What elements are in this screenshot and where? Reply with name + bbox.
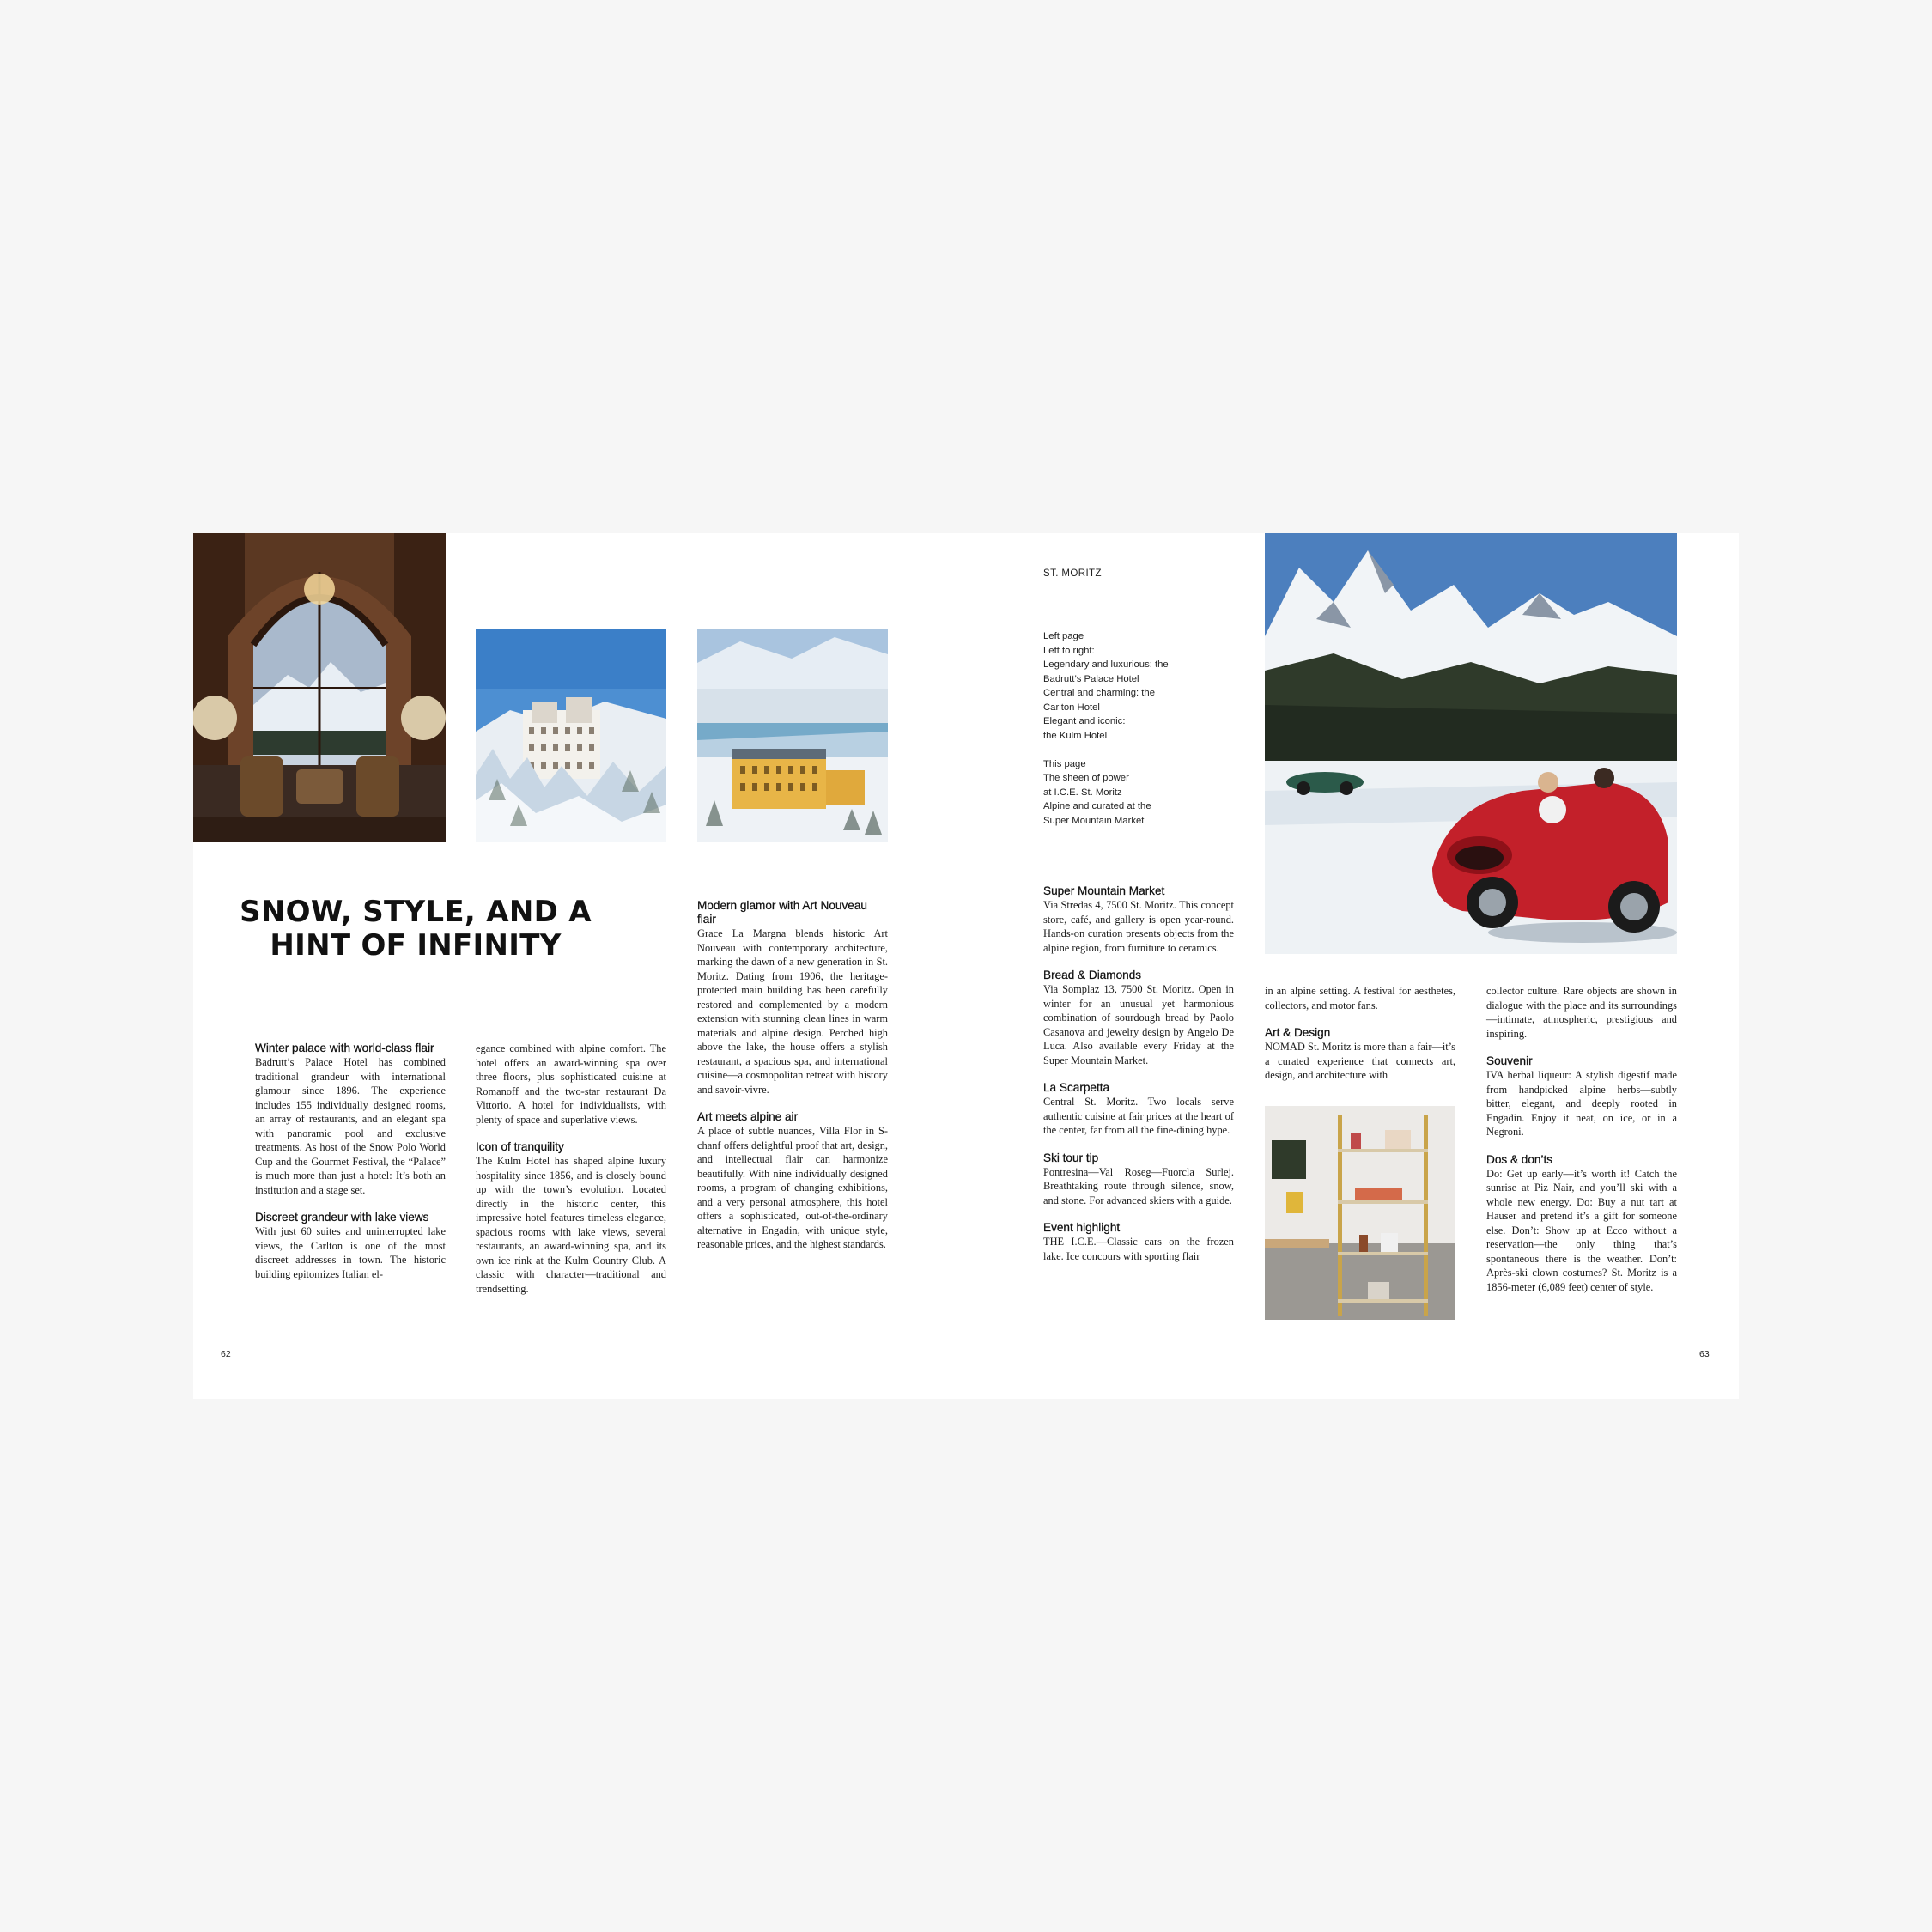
article-section [1486,984,1677,1041]
article-section [1265,984,1455,1012]
section-heading: Discreet grandeur with lake views [255,1211,429,1224]
section-heading: Super Mountain Market [1043,884,1165,897]
carlton-hotel-photo [476,629,666,842]
article-section [476,1140,666,1296]
article-section [255,1211,446,1281]
section-heading: Icon of tranquility [476,1140,564,1153]
article-section [476,1042,666,1127]
caption-line: The sheen of power [1043,773,1129,783]
concept-store-shelf-photo [1265,1106,1455,1320]
article-section [697,899,888,1097]
section-body: With just 60 suites and uninterrupted lake views, the Carlton is one of the most discreet addresses in town. The historic building epitomizes Italian el- [255,1225,446,1280]
section-body: NOMAD St. Moritz is more than a fair—it’s a curated experience that connects art, design, and architecture with [1265,1041,1455,1081]
caption-line [1043,743,1169,757]
section-heading: La Scarpetta [1043,1081,1110,1094]
article-section [1486,1153,1677,1295]
section-body: Via Stredas 4, 7500 St. Moritz. This concept store, café, and gallery is open year-round. Hands-on curation presents objects from the alpine region, from furniture to ceramics. [1043,899,1234,954]
article-section [1486,1054,1677,1139]
section-heading: Dos & don’ts [1486,1152,1553,1166]
section-body: egance combined with alpine comfort. The hotel offers an award-winning spa over three floors, plus sophisticated cuisine at Romanoff and the two-star restaurant Da Vittorio. A hotel for individualists, with plenty of space and superlative views. [476,1042,666,1126]
section-heading: Event highlight [1043,1221,1121,1234]
section-body: Via Somplaz 13, 7500 St. Moritz. Open in winter for an unusual yet harmonious combination of sourdough bread by Paolo Casanova and jewelry design by Angelo De Luca. Also available every Friday at the Super Mountain Market. [1043,983,1234,1066]
article-section [1043,1221,1234,1263]
section-heading: Bread & Diamonds [1043,969,1142,981]
article-section [1265,1026,1455,1083]
section-body: Central St. Moritz. Two locals serve authentic cuisine at fair prices at the heart of the center, far from all the fine-dining hype. [1043,1096,1234,1136]
caption-line: Super Mountain Market [1043,815,1145,826]
section-heading: Art & Design [1265,1026,1331,1039]
section-body: A place of subtle nuances, Villa Flor in S-chanf offers delightful proof that art, design, and intellectual flair can harmonize beautifully. With nine individually designed rooms, a program of changing exhibitions, and a very personal atmosphere, this hotel offers a sophisticated, out-of-the-ordinary alternative in Engadin, with unique style, reasonable prices, and the highest standards. [697,1125,888,1250]
caption-line: Elegant and iconic: [1043,716,1126,726]
section-body: in an alpine setting. A festival for aesthetes, collectors, and motor fans. [1265,985,1455,1012]
section-heading: Art meets alpine air [697,1110,799,1123]
right-column-2 [1265,984,1455,1097]
caption-line: Alpine and curated at the [1043,801,1151,811]
left-column-3 [697,899,888,1266]
caption-line: at I.C.E. St. Moritz [1043,787,1122,798]
caption-line: This page [1043,758,1086,769]
section-body: IVA herbal liqueur: A stylish digestif made from handpicked alpine herbs—subtly bitter, elegant, and deeply rooted in Engadin. Enjoy it neat, on ice, or in a Negroni. [1486,1069,1677,1138]
page-number-right: 63 [1699,1349,1710,1359]
kulm-hotel-photo [697,629,888,842]
section-kicker: ST. MORITZ [1043,568,1102,579]
caption-line: Badrutt’s Palace Hotel [1043,673,1139,684]
article-section [1043,969,1234,1067]
photo-captions [1043,629,1169,828]
caption-line: Carlton Hotel [1043,702,1100,713]
section-body: THE I.C.E.—Classic cars on the frozen lake. Ice concours with sporting flair [1043,1236,1234,1262]
classic-car-snow-race-photo [1265,533,1677,954]
caption-line: Legendary and luxurious: the [1043,659,1169,670]
right-column-3 [1486,984,1677,1308]
caption-line: the Kulm Hotel [1043,730,1108,741]
right-column-1 [1043,884,1234,1277]
article-section [255,1042,446,1197]
section-body: collector culture. Rare objects are shown in dialogue with the place and its surroundings—intimate, atmospheric, prestigious and inspiring. [1486,985,1677,1040]
section-body: Pontresina—Val Roseg—Fuorcla Surlej. Breathtaking route through silence, snow, and stone. For advanced skiers with a guide. [1043,1165,1234,1206]
left-column-2 [476,1042,666,1309]
article-section [1043,1081,1234,1138]
caption-line: Left page [1043,631,1084,641]
book-spread [193,533,1739,1399]
article-section [1043,1151,1234,1208]
article-section [1043,884,1234,955]
section-heading: Modern glamor with Art Nouveau flair [697,899,867,926]
section-body: Do: Get up early—it’s worth it! Catch the sunrise at Piz Nair, and you’ll ski with a whole new energy. Do: Buy a nut tart at Hauser and pretend it’s a gift for someone else. Don’t: Show up at Ecco without a reservation—the only thing that’s spontaneous there is the weather. Don’t: Après-ski clown costumes? St. Moritz is a 1856-meter (6,089 feet) center of style. [1486,1167,1677,1293]
article-section [697,1110,888,1252]
caption-line: Central and charming: the [1043,688,1155,698]
badrutts-palace-hotel-photo [193,533,446,842]
section-body: The Kulm Hotel has shaped alpine luxury hospitality since 1856, and is closely bound up with the town’s evolution. Located directly in the historic center, this impressive hotel features timeless elegance, spacious rooms with lake views, several restaurants, an award-winning spa, and its own ice rink at the Kulm Country Club. A classic with character—traditional and trendsetting. [476,1155,666,1295]
section-heading: Winter palace with world-class flair [255,1042,434,1054]
page-number-left: 62 [221,1349,231,1359]
page-title: SNOW, STYLE, AND A HINT OF INFINITY [240,895,592,963]
section-heading: Ski tour tip [1043,1151,1099,1164]
section-body: Badrutt’s Palace Hotel has combined traditional grandeur with international glamour since 1896. The experience includes 155 individually designed rooms, an array of restaurants, and an elegant spa with panoramic pool and exclusive treatments. As host of the Snow Polo World Cup and the Gourmet Festival, the “Palace” is much more than just a hotel: It’s both an institution and a stage set. [255,1056,446,1196]
section-heading: Souvenir [1486,1054,1533,1067]
section-body: Grace La Margna blends historic Art Nouveau with contemporary architecture, marking the dawn of a new generation in St. Moritz. Dating from 1906, the heritage-protected main building has been carefully restored and complemented by a modern extension with stunning clean lines in warm materials and alpine design. Perched high above the lake, the house offers a stylish restaurant, a spacious spa, and international cuisine—a cosmopolitan retreat with history and savoir-vivre. [697,927,888,1096]
left-column-1 [255,1042,446,1295]
caption-line: Left to right: [1043,645,1095,656]
